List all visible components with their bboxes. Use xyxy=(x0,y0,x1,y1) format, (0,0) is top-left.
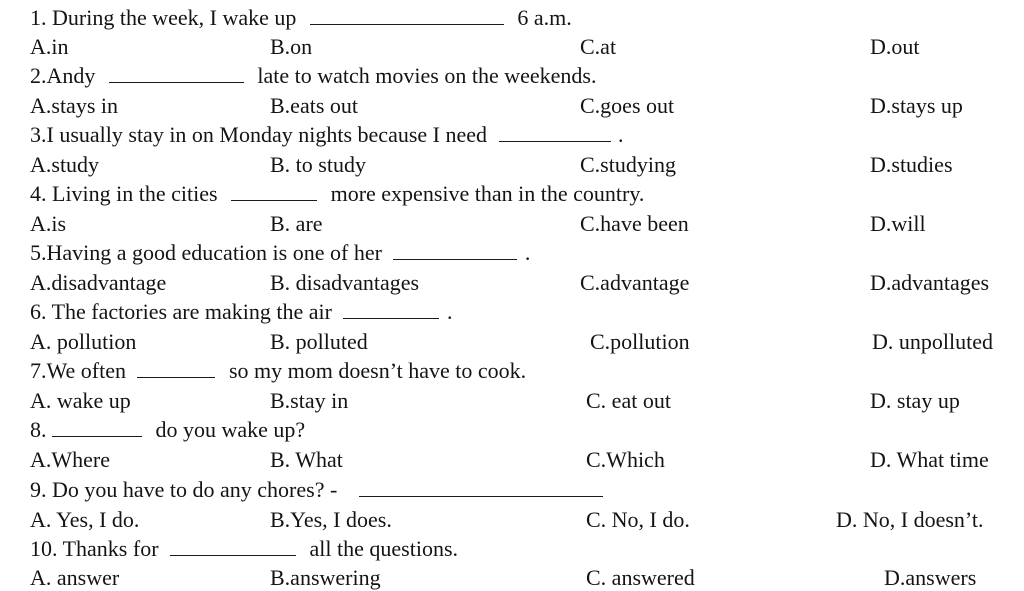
answer-blank[interactable] xyxy=(231,182,317,201)
option-b[interactable]: B.on xyxy=(270,34,313,59)
options-row-10 xyxy=(0,565,1024,591)
answer-blank[interactable] xyxy=(499,123,611,142)
question-10 xyxy=(30,536,458,562)
option-a[interactable]: A. Yes, I do. xyxy=(30,507,140,532)
option-a[interactable]: A.in xyxy=(30,34,69,59)
option-b[interactable]: B. to study xyxy=(270,152,366,177)
option-c[interactable]: C.advantage xyxy=(580,270,690,295)
options-row-2 xyxy=(0,93,1024,119)
question-5 xyxy=(30,240,530,266)
question-text-end: late to watch movies on the weekends. xyxy=(257,63,597,88)
options-row-4 xyxy=(0,211,1024,237)
option-a[interactable]: A. pollution xyxy=(30,329,137,354)
option-d[interactable]: D. unpolluted xyxy=(872,329,993,354)
question-6 xyxy=(30,299,452,325)
option-c[interactable]: C. No, I do. xyxy=(586,507,690,532)
answer-blank[interactable] xyxy=(170,537,296,556)
question-1 xyxy=(30,5,572,31)
question-text-end: . xyxy=(446,299,453,324)
option-d[interactable]: D.stays up xyxy=(870,93,963,118)
option-c[interactable]: C. eat out xyxy=(586,388,671,413)
answer-blank[interactable] xyxy=(343,300,439,319)
option-a[interactable]: A.disadvantage xyxy=(30,270,167,295)
option-d[interactable]: D.will xyxy=(870,211,926,236)
options-row-7 xyxy=(0,388,1024,414)
option-b[interactable]: B. What xyxy=(270,447,343,472)
question-text-end: so my mom doesn’t have to cook. xyxy=(228,358,527,383)
options-row-9 xyxy=(0,507,1024,533)
question-text-end: more expensive than in the country. xyxy=(330,181,645,206)
question-8 xyxy=(30,417,305,443)
option-c[interactable]: C.studying xyxy=(580,152,676,177)
answer-blank[interactable] xyxy=(52,418,142,437)
option-d[interactable]: D.answers xyxy=(884,565,977,590)
answer-blank[interactable] xyxy=(359,478,603,497)
question-text: 10. Thanks for xyxy=(30,536,159,561)
option-a[interactable]: A.stays in xyxy=(30,93,118,118)
option-b[interactable]: B. polluted xyxy=(270,329,368,354)
option-c[interactable]: C.goes out xyxy=(580,93,675,118)
answer-blank[interactable] xyxy=(137,359,215,378)
question-text: 9. Do you have to do any chores? - xyxy=(30,477,338,502)
option-b[interactable]: B.Yes, I does. xyxy=(270,507,392,532)
option-b[interactable]: B.stay in xyxy=(270,388,349,413)
question-text-end: . xyxy=(618,122,624,147)
option-b[interactable]: B. are xyxy=(270,211,323,236)
question-text: 8. xyxy=(30,417,47,442)
options-row-8 xyxy=(0,447,1024,473)
question-text-end: 6 a.m. xyxy=(517,5,572,30)
option-c[interactable]: C.pollution xyxy=(590,329,690,354)
option-a[interactable]: A.is xyxy=(30,211,67,236)
options-row-6 xyxy=(0,329,1024,355)
options-row-3 xyxy=(0,152,1024,178)
answer-blank[interactable] xyxy=(310,6,504,25)
question-text: 7.We often xyxy=(30,358,126,383)
option-a[interactable]: A.study xyxy=(30,152,100,177)
options-row-5 xyxy=(0,270,1024,296)
question-text-end: . xyxy=(524,240,531,265)
option-b[interactable]: B.answering xyxy=(270,565,381,590)
question-text: 3.I usually stay in on Monday nights because I need xyxy=(30,122,488,147)
question-7 xyxy=(30,358,526,384)
option-d[interactable]: D.studies xyxy=(870,152,953,177)
option-c[interactable]: C.Which xyxy=(586,447,665,472)
option-b[interactable]: B.eats out xyxy=(270,93,358,118)
question-text-end: do you wake up? xyxy=(155,417,306,442)
question-4 xyxy=(30,181,644,207)
option-b[interactable]: B. disadvantages xyxy=(270,270,420,295)
option-c[interactable]: C. answered xyxy=(586,565,695,590)
option-d[interactable]: D. No, I doesn’t. xyxy=(836,507,984,532)
question-text-end: all the questions. xyxy=(309,536,459,561)
option-d[interactable]: D. What time xyxy=(870,447,989,472)
question-9 xyxy=(30,477,608,503)
option-d[interactable]: D.advantages xyxy=(870,270,990,295)
answer-blank[interactable] xyxy=(109,64,244,83)
question-text: 6. The factories are making the air xyxy=(30,299,332,324)
option-c[interactable]: C.have been xyxy=(580,211,689,236)
question-2 xyxy=(30,63,596,89)
question-text: 5.Having a good education is one of her xyxy=(30,240,382,265)
option-d[interactable]: D.out xyxy=(870,34,920,59)
answer-blank[interactable] xyxy=(393,241,517,260)
option-a[interactable]: A. answer xyxy=(30,565,120,590)
option-a[interactable]: A.Where xyxy=(30,447,111,472)
question-text: 2.Andy xyxy=(30,63,96,88)
option-d[interactable]: D. stay up xyxy=(870,388,960,413)
question-3 xyxy=(30,122,624,148)
question-text: 1. During the week, I wake up xyxy=(30,5,297,30)
question-text: 4. Living in the cities xyxy=(30,181,218,206)
option-a[interactable]: A. wake up xyxy=(30,388,131,413)
option-c[interactable]: C.at xyxy=(580,34,617,59)
options-row-1 xyxy=(0,34,1024,60)
